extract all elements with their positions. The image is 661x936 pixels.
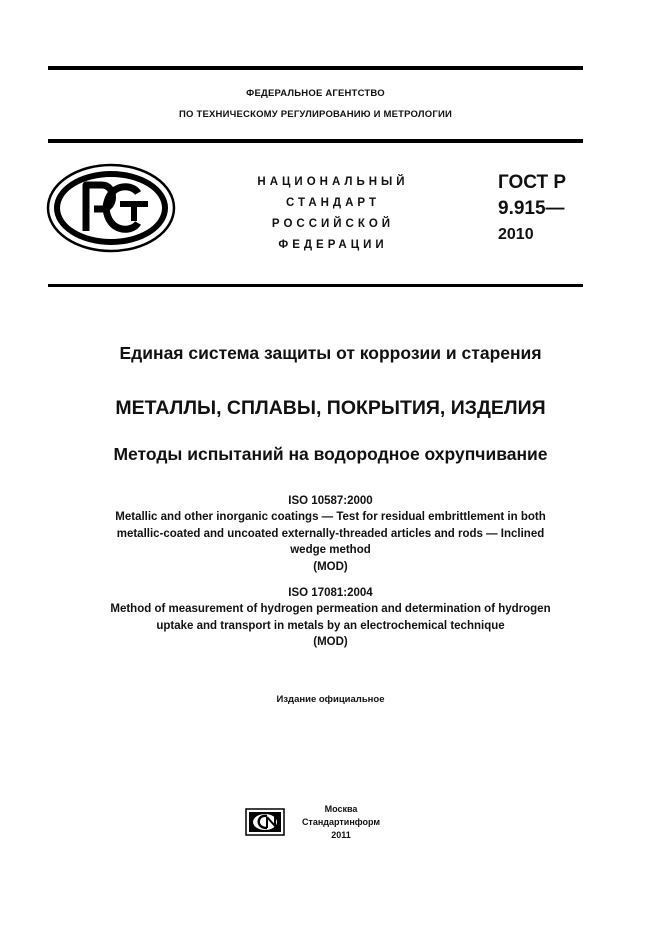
publisher-block [296, 803, 386, 842]
top-rule [48, 66, 583, 70]
header-rule [48, 139, 583, 143]
standartinform-logo-icon [245, 808, 285, 836]
series-title: Единая система защиты от коррозии и старения [119, 343, 542, 363]
rst-certification-logo-icon [46, 163, 176, 253]
iso-title-line: Method of measurement of hydrogen permeation and determination of hydrogen [110, 603, 551, 616]
main-title: МЕТАЛЛЫ, СПЛАВЫ, ПОКРЫТИЯ, ИЗДЕЛИЯ [115, 397, 546, 419]
agency-line-2: ПО ТЕХНИЧЕСКОМУ РЕГУЛИРОВАНИЮ И МЕТРОЛОГИИ [179, 109, 452, 120]
iso-number: ISO 10587:2000 [288, 495, 373, 507]
iso-title-line: Metallic and other inorganic coatings — Test for residual embrittlement in both [115, 511, 546, 524]
header-bottom-rule [48, 284, 583, 287]
iso-title-line: wedge method [290, 544, 371, 557]
gost-designation [498, 170, 566, 248]
iso-mod: (MOD) [313, 636, 348, 649]
iso-title-line: metallic-coated and uncoated externally-threaded articles and rods — Inclined [116, 527, 545, 540]
national-line: НАЦИОНАЛЬНЫЙ [257, 176, 409, 188]
gost-year: 2010 [498, 226, 534, 243]
subtitle: Методы испытаний на водородное охрупчивание [113, 444, 548, 464]
publisher-city: Москва [324, 804, 358, 814]
national-line: РОССИЙСКОЙ [271, 218, 395, 230]
publisher-name: Стандартинформ [301, 817, 381, 827]
official-edition: Издание официальное [276, 694, 385, 705]
iso-number: ISO 17081:2004 [288, 587, 373, 599]
iso-reference [40, 493, 621, 575]
gost-number: 9.915— [498, 198, 565, 219]
publisher-year: 2011 [331, 830, 351, 840]
gost-label: ГОСТ Р [498, 172, 567, 193]
iso-title-line: uptake and transport in metals by an electrochemical technique [156, 619, 505, 632]
iso-mod: (MOD) [313, 560, 348, 573]
agency-line-1: ФЕДЕРАЛЬНОЕ АГЕНТСТВО [246, 88, 385, 99]
national-standard-label [228, 172, 438, 256]
iso-reference [40, 585, 621, 651]
national-line: СТАНДАРТ [286, 197, 380, 209]
national-line: ФЕДЕРАЦИИ [278, 239, 388, 251]
